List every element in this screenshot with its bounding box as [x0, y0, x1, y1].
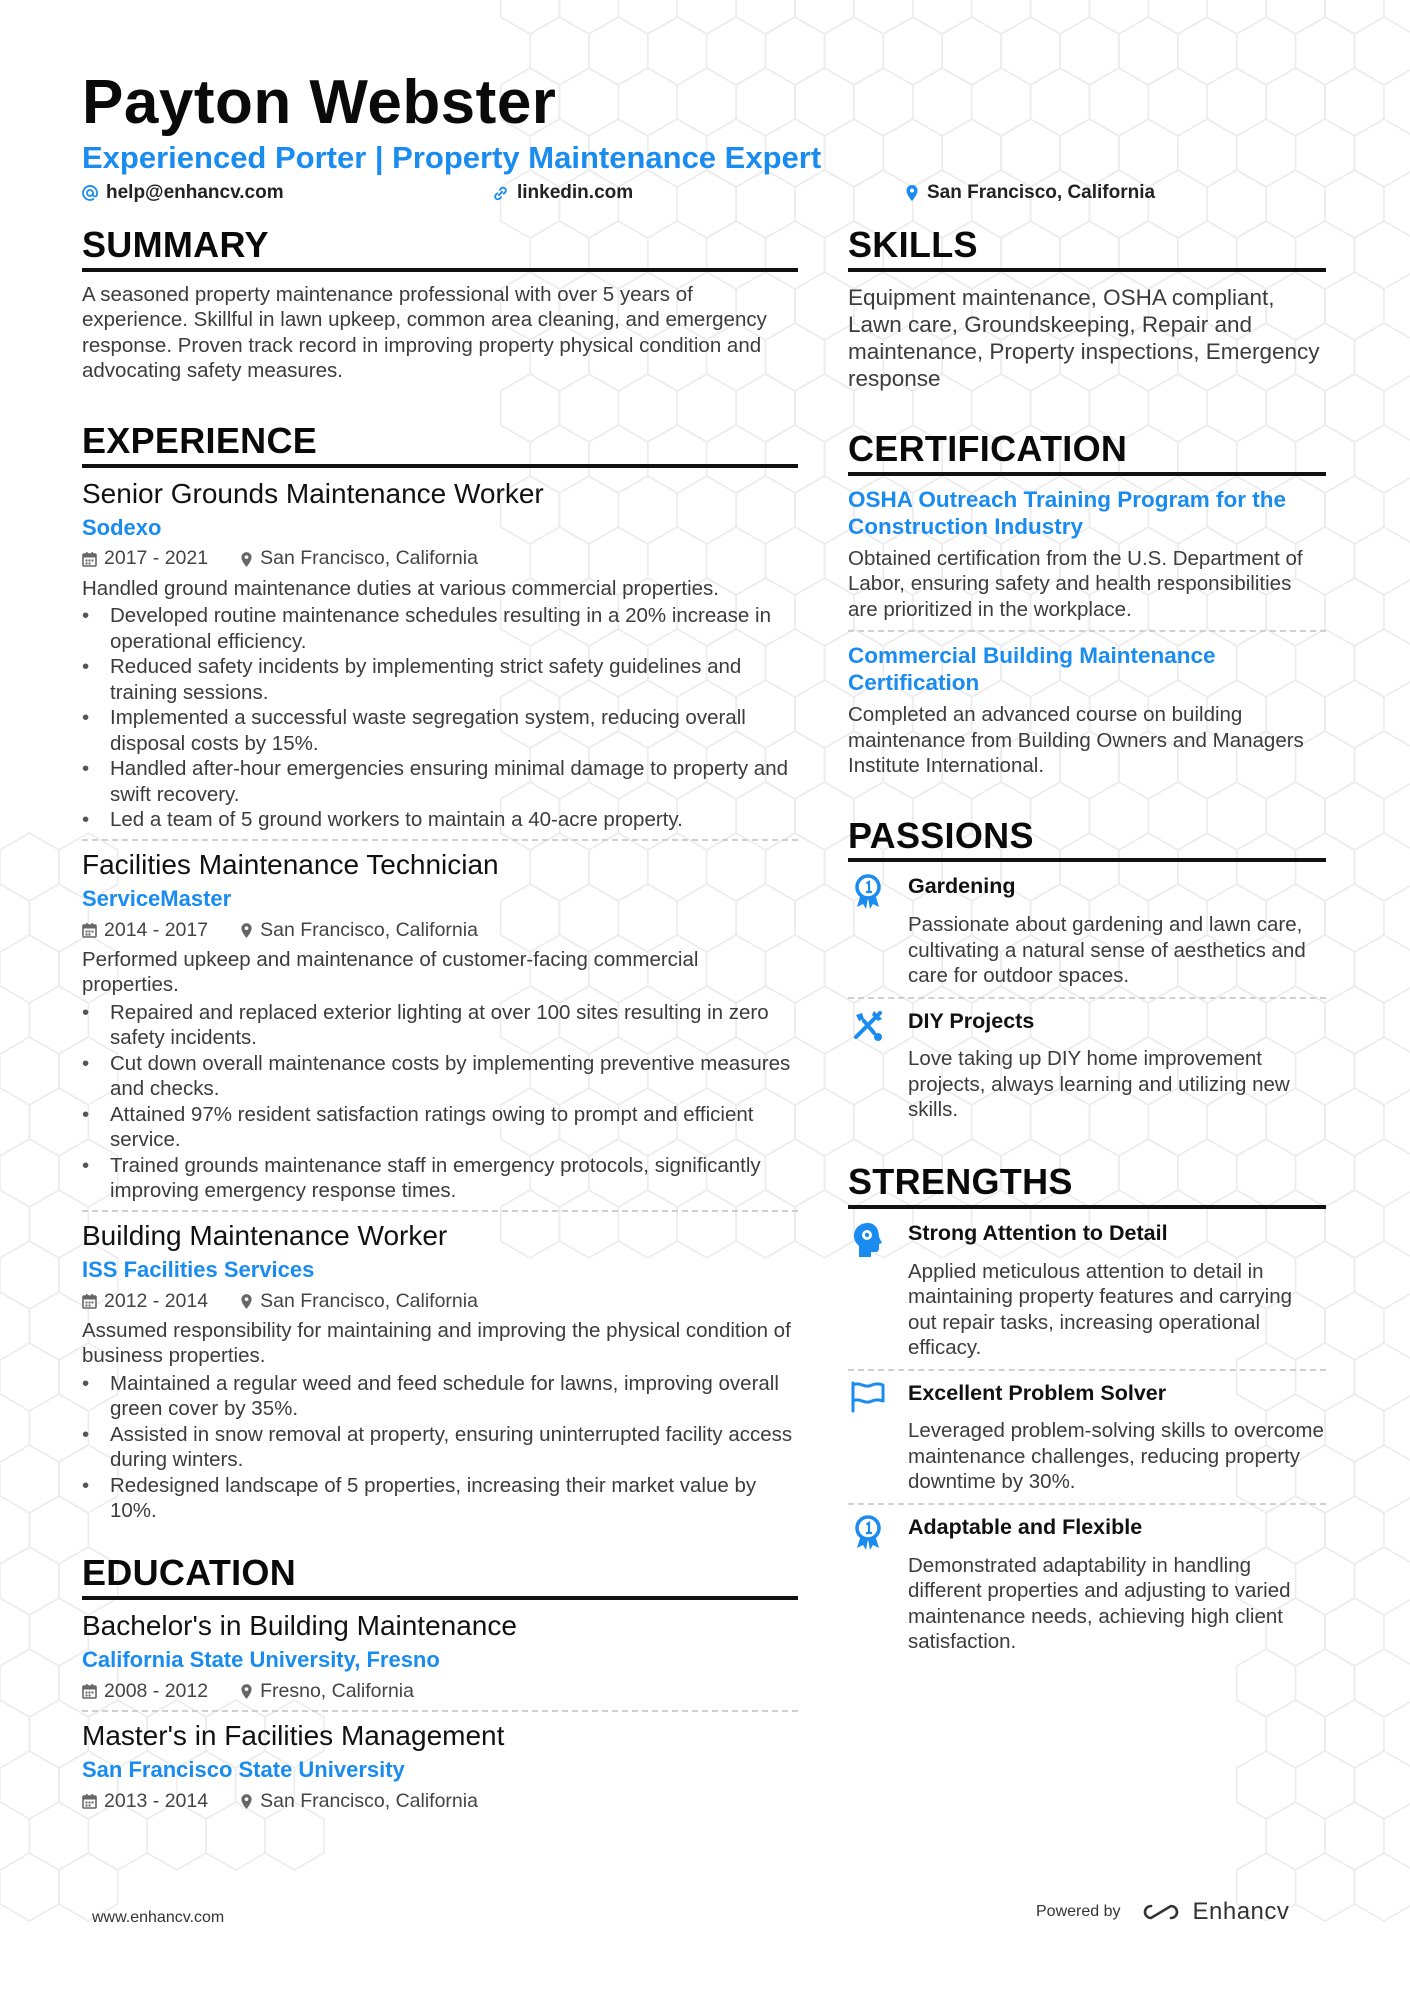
hexagon-shape: [1325, 1394, 1384, 1462]
strength-entry: [848, 1221, 1326, 1371]
passion-title: DIY Projects: [908, 1008, 1035, 1033]
hexagon-shape: [883, 119, 942, 187]
job-location: San Francisco, California: [260, 918, 478, 941]
hexagon-shape: [1060, 119, 1119, 187]
company-name: Sodexo: [82, 514, 162, 540]
hexagon-shape: [0, 1853, 59, 1921]
achievement-item: • Redesigned landscape of 5 properties, increasing their market value by 10%.: [82, 1473, 798, 1524]
hexagon-shape: [795, 0, 854, 34]
passion-description: Love taking up DIY home improvement projects, always learning and utilizing new skills.: [908, 1047, 1290, 1122]
hexagon-shape: [1325, 1700, 1384, 1768]
hexagon-shape: [795, 272, 854, 340]
achievement-item: • Led a team of 5 ground workers to maintain a 40-acre property.: [82, 807, 798, 833]
hexagon-shape: [1355, 1751, 1410, 1819]
hexagon-shape: [1119, 17, 1178, 85]
certification-name: OSHA Outreach Training Program for the Construction Industry: [848, 486, 1286, 539]
hexagon-shape: [795, 170, 854, 238]
hexagon-shape: [0, 1343, 59, 1411]
hexagon-shape: [1355, 935, 1410, 1003]
location-pin-icon: [905, 184, 919, 202]
job-dates: 2017 - 2021: [104, 547, 209, 570]
school-name: California State University, Fresno: [82, 1646, 440, 1672]
hexagon-shape: [913, 0, 972, 34]
job-title: Facilities Maintenance Technician: [82, 848, 499, 880]
hexagon-shape: [1325, 170, 1384, 238]
education-meta: [82, 1679, 798, 1704]
achievement-item: • Cut down overall maintenance costs by implementing preventive measures and checks.: [82, 1051, 798, 1102]
hexagon-shape: [795, 782, 854, 850]
hexagon-shape: [1148, 0, 1207, 34]
hexagon-shape: [1296, 17, 1355, 85]
passion-entry: [848, 874, 1326, 998]
hexagon-shape: [0, 1649, 59, 1717]
hexagon-shape: [0, 1190, 29, 1258]
experience-entry: [82, 1220, 798, 1524]
hexagon-shape: [1355, 425, 1410, 493]
job-description: Assumed responsibility for maintaining and improving the physical condition of business properties.: [82, 1318, 791, 1368]
job-achievements: [82, 603, 798, 833]
strengths-heading: STRENGTHS: [848, 1163, 1326, 1209]
hexagon-shape: [677, 68, 736, 136]
hexagon-shape: [0, 833, 59, 901]
summary-text: A seasoned property maintenance professional with over 5 years of experience. Skillful in lawn upkeep, common area cleaning, and emergency response. Proven track record in improving property physical condition and advocating safety measures.: [82, 282, 767, 383]
job-meta: [82, 918, 798, 943]
location-pin-icon: [240, 1793, 253, 1810]
achievement-item: • Implemented a successful waste segregation system, reducing overall disposal costs by 15%.: [82, 705, 798, 756]
hexagon-shape: [1325, 1496, 1384, 1564]
hexagon-shape: [1148, 68, 1207, 136]
hexagon-shape: [1325, 476, 1384, 544]
hexagon-shape: [1355, 1649, 1410, 1717]
enhancv-logo-icon: [1139, 1900, 1185, 1924]
achievement-item: • Repaired and replaced exterior lighting at over 100 sites resulting in zero safety incidents.: [82, 1000, 798, 1051]
powered-by-label: Powered by: [1036, 1903, 1121, 1920]
hexagon-shape: [942, 17, 1001, 85]
strength-title: Excellent Problem Solver: [908, 1380, 1167, 1405]
hexagon-shape: [1355, 1445, 1410, 1513]
hexagon-shape: [29, 1190, 88, 1258]
degree-title: Master's in Facilities Management: [82, 1719, 505, 1751]
job-meta: [82, 1289, 798, 1314]
education-location: Fresno, California: [260, 1679, 414, 1702]
hexagon-shape: [883, 17, 942, 85]
certification-entry: [848, 642, 1326, 779]
flag-icon: [850, 1381, 886, 1413]
job-meta: [82, 546, 798, 571]
location-pin-icon: [240, 922, 253, 939]
job-dates: 2012 - 2014: [104, 1289, 209, 1312]
hexagon-shape: [1325, 1190, 1384, 1258]
hexagon-shape: [1325, 884, 1384, 952]
job-description: Performed upkeep and maintenance of customer-facing commercial properties.: [82, 947, 699, 997]
hexagon-shape: [1355, 1139, 1410, 1207]
right-column: [848, 226, 1326, 1655]
hexagon-shape: [1237, 1649, 1296, 1717]
hexagon-shape: [1355, 1853, 1410, 1921]
brain-head-icon: [852, 1221, 884, 1259]
contact-email[interactable]: [82, 182, 284, 204]
job-achievements: [82, 1371, 798, 1524]
education-dates: 2008 - 2012: [104, 1679, 209, 1702]
hexagon-shape: [1325, 1598, 1384, 1666]
hexagon-shape: [0, 1751, 59, 1819]
hexagon-shape: [1001, 119, 1060, 187]
hexagon-shape: [1031, 68, 1090, 136]
passion-title: Gardening: [908, 874, 1016, 899]
hexagon-shape: [1355, 1547, 1410, 1615]
hexagon-shape: [1325, 1088, 1384, 1156]
hexagon-shape: [0, 1394, 29, 1462]
contact-linkedin[interactable]: [492, 182, 633, 204]
achievement-item: • Assisted in snow removal at property, ensuring uninterrupted facility access during winters.: [82, 1422, 798, 1473]
job-title: Senior Grounds Maintenance Worker: [82, 477, 544, 509]
company-name: ServiceMaster: [82, 885, 232, 911]
enhancv-logo[interactable]: [1139, 1898, 1290, 1926]
summary-heading: SUMMARY: [82, 226, 798, 272]
hexagon-shape: [1355, 1037, 1410, 1105]
hexagon-shape: [795, 680, 854, 748]
hexagon-shape: [29, 1292, 88, 1360]
hexagon-shape: [29, 986, 88, 1054]
strength-description: Applied meticulous attention to detail in maintaining property features and carrying out repair tasks, increasing operational efficacy.: [908, 1259, 1293, 1360]
candidate-headline: Experienced Porter | Property Maintenance Expert: [82, 140, 822, 175]
experience-entry: [82, 849, 798, 1212]
achievement-item: • Trained grounds maintenance staff in emergency protocols, significantly improving emergency response times.: [82, 1153, 798, 1204]
strength-entry: [848, 1381, 1326, 1505]
location-text: San Francisco, California: [927, 182, 1156, 203]
calendar-icon: [82, 1293, 97, 1309]
job-location: San Francisco, California: [260, 1289, 478, 1312]
passion-entry: [848, 1009, 1326, 1123]
hexagon-shape: [1355, 17, 1410, 85]
strength-title: Adaptable and Flexible: [908, 1514, 1143, 1539]
hexagon-shape: [1296, 119, 1355, 187]
hexagon-shape: [1355, 731, 1410, 799]
passion-description: Passionate about gardening and lawn care, cultivating a natural sense of aesthetics and care for outdoor spaces.: [908, 913, 1306, 988]
hexagon-shape: [795, 68, 854, 136]
hexagon-shape: [795, 1088, 854, 1156]
hexagon-shape: [1001, 17, 1060, 85]
hexagon-shape: [0, 986, 29, 1054]
achievement-item: • Attained 97% resident satisfaction ratings owing to prompt and efficient service.: [82, 1102, 798, 1153]
hexagon-shape: [560, 68, 619, 136]
location-pin-icon: [240, 1293, 253, 1310]
hexagon-shape: [795, 1190, 854, 1258]
company-name: ISS Facilities Services: [82, 1257, 315, 1283]
achievement-item: • Reduced safety incidents by implementing strict safety guidelines and training sessions.: [82, 654, 798, 705]
hexagon-shape: [677, 0, 736, 34]
hexagon-shape: [1207, 68, 1266, 136]
hexagon-shape: [618, 68, 677, 136]
strength-description: Demonstrated adaptability in handling different properties and adjusting to varied maintenance needs, achieving high client satisfaction.: [908, 1553, 1291, 1654]
hexagon-shape: [1207, 0, 1266, 34]
hexagon-shape: [795, 986, 854, 1054]
hexagon-shape: [0, 1445, 59, 1513]
tools-icon: [850, 1007, 886, 1043]
certification-entry: [848, 486, 1326, 633]
calendar-icon: [82, 1793, 97, 1809]
candidate-name: Payton Webster: [82, 68, 557, 137]
hexagon-shape: [0, 1241, 59, 1309]
hexagon-shape: [1178, 119, 1237, 187]
hexagon-shape: [1325, 374, 1384, 442]
award-icon: [852, 1515, 884, 1551]
hexagon-shape: [1355, 833, 1410, 901]
hexagon-shape: [1266, 68, 1325, 136]
contact-location: [905, 182, 1155, 204]
strength-entry: [848, 1515, 1326, 1655]
hexagon-shape: [1355, 221, 1410, 289]
hexagon-shape: [913, 68, 972, 136]
calendar-icon: [82, 1683, 97, 1699]
location-pin-icon: [240, 551, 253, 568]
hexagon-shape: [1325, 0, 1384, 34]
education-entry: [82, 1720, 798, 1814]
certification-description: Completed an advanced course on building maintenance from Building Owners and Managers Institute International.: [848, 703, 1304, 778]
hexagon-shape: [1296, 1649, 1355, 1717]
footer-website[interactable]: www.enhancv.com: [92, 1909, 225, 1926]
email-text: help@enhancv.com: [106, 182, 284, 203]
education-dates: 2013 - 2014: [104, 1789, 209, 1812]
passions-heading: PASSIONS: [848, 817, 1326, 863]
hexagon-shape: [1266, 0, 1325, 34]
hexagon-shape: [0, 1088, 29, 1156]
job-dates: 2014 - 2017: [104, 918, 209, 941]
hexagon-shape: [1325, 680, 1384, 748]
hexagon-shape: [1031, 0, 1090, 34]
hexagon-shape: [29, 1496, 88, 1564]
at-icon: [82, 185, 98, 201]
hexagon-shape: [1325, 1802, 1384, 1870]
hexagon-shape: [0, 1139, 59, 1207]
hexagon-shape: [972, 0, 1031, 34]
hexagon-shape: [0, 1547, 59, 1615]
hexagon-shape: [1355, 119, 1410, 187]
hexagon-shape: [0, 1700, 29, 1768]
job-location: San Francisco, California: [260, 547, 478, 570]
hexagon-shape: [0, 1802, 29, 1870]
achievement-item: • Handled after-hour emergencies ensuring minimal damage to property and swift recovery.: [82, 756, 798, 807]
hexagon-shape: [1325, 1292, 1384, 1360]
hexagon-shape: [1355, 629, 1410, 697]
hexagon-shape: [972, 68, 1031, 136]
school-name: San Francisco State University: [82, 1757, 405, 1783]
calendar-icon: [82, 922, 97, 938]
hexagon-shape: [795, 374, 854, 442]
degree-title: Bachelor's in Building Maintenance: [82, 1609, 517, 1641]
education-entry: [82, 1610, 798, 1712]
strength-title: Strong Attention to Detail: [908, 1220, 1168, 1245]
hexagon-shape: [0, 884, 29, 952]
hexagon-shape: [1355, 323, 1410, 391]
location-pin-icon: [240, 1683, 253, 1700]
hexagon-shape: [1178, 17, 1237, 85]
footer-powered-by: [1036, 1898, 1289, 1926]
skills-heading: SKILLS: [848, 226, 1326, 272]
job-title: Building Maintenance Worker: [82, 1219, 448, 1251]
award-icon: [852, 874, 884, 910]
hexagon-shape: [825, 119, 884, 187]
education-meta: [82, 1789, 798, 1814]
hexagon-shape: [707, 17, 766, 85]
job-achievements: [82, 1000, 798, 1204]
hexagon-shape: [1090, 68, 1149, 136]
hexagon-shape: [854, 0, 913, 34]
hexagon-shape: [1237, 119, 1296, 187]
skills-text: Equipment maintenance, OSHA compliant, Lawn care, Groundskeeping, Repair and maintenance, Property inspections, Emergency response: [848, 284, 1320, 391]
hexagon-shape: [825, 17, 884, 85]
hexagon-shape: [560, 0, 619, 34]
link-icon: [492, 185, 509, 202]
hexagon-shape: [0, 1496, 29, 1564]
achievement-item: • Developed routine maintenance schedules resulting in a 20% increase in operational efficiency.: [82, 603, 798, 654]
hexagon-shape: [0, 1037, 59, 1105]
education-heading: EDUCATION: [82, 1554, 798, 1600]
hexagon-shape: [1355, 1343, 1410, 1411]
hexagon-shape: [1325, 272, 1384, 340]
hexagon-shape: [1060, 17, 1119, 85]
hexagon-shape: [795, 884, 854, 952]
hexagon-shape: [1325, 578, 1384, 646]
certification-heading: CERTIFICATION: [848, 430, 1326, 476]
hexagon-shape: [589, 17, 648, 85]
calendar-icon: [82, 551, 97, 567]
hexagon-shape: [736, 0, 795, 34]
hexagon-shape: [0, 1598, 29, 1666]
certification-name: Commercial Building Maintenance Certification: [848, 643, 1216, 696]
achievement-item: • Maintained a regular weed and feed schedule for lawns, improving overall green cover by 35%.: [82, 1371, 798, 1422]
hexagon-shape: [1355, 527, 1410, 595]
hexagon-shape: [1237, 17, 1296, 85]
hexagon-shape: [795, 578, 854, 646]
hexagon-shape: [501, 0, 560, 34]
hexagon-shape: [1325, 782, 1384, 850]
linkedin-text: linkedin.com: [517, 182, 634, 203]
hexagon-shape: [29, 1802, 88, 1870]
hexagon-shape: [736, 68, 795, 136]
hexagon-shape: [1119, 119, 1178, 187]
hexagon-shape: [0, 935, 59, 1003]
strength-description: Leveraged problem-solving skills to overcome maintenance challenges, reducing property downtime by 30%.: [908, 1419, 1324, 1494]
hexagon-shape: [1325, 68, 1384, 136]
hexagon-shape: [1296, 1853, 1355, 1921]
brand-name: Enhancv: [1192, 1898, 1290, 1925]
hexagon-shape: [942, 119, 1001, 187]
experience-entry: [82, 478, 798, 841]
hexagon-shape: [1266, 1802, 1325, 1870]
hexagon-shape: [29, 1598, 88, 1666]
hexagon-shape: [29, 1394, 88, 1462]
certification-description: Obtained certification from the U.S. Department of Labor, ensuring safety and health responsibilities are prioritized in the workplace.: [848, 546, 1303, 621]
hexagon-shape: [795, 476, 854, 544]
hexagon-shape: [766, 17, 825, 85]
hexagon-shape: [648, 17, 707, 85]
education-location: San Francisco, California: [260, 1789, 478, 1812]
hexagon-shape: [29, 1088, 88, 1156]
hexagon-shape: [1355, 1241, 1410, 1309]
hexagon-shape: [1266, 1700, 1325, 1768]
job-description: Handled ground maintenance duties at various commercial properties.: [82, 576, 719, 600]
experience-heading: EXPERIENCE: [82, 422, 798, 468]
left-column: [82, 226, 798, 1814]
hexagon-shape: [618, 0, 677, 34]
hexagon-shape: [0, 1292, 29, 1360]
hexagon-shape: [29, 1700, 88, 1768]
hexagon-shape: [29, 884, 88, 952]
hexagon-shape: [1237, 1751, 1296, 1819]
hexagon-shape: [854, 68, 913, 136]
hexagon-shape: [1296, 1751, 1355, 1819]
hexagon-shape: [1325, 986, 1384, 1054]
hexagon-shape: [1090, 0, 1149, 34]
